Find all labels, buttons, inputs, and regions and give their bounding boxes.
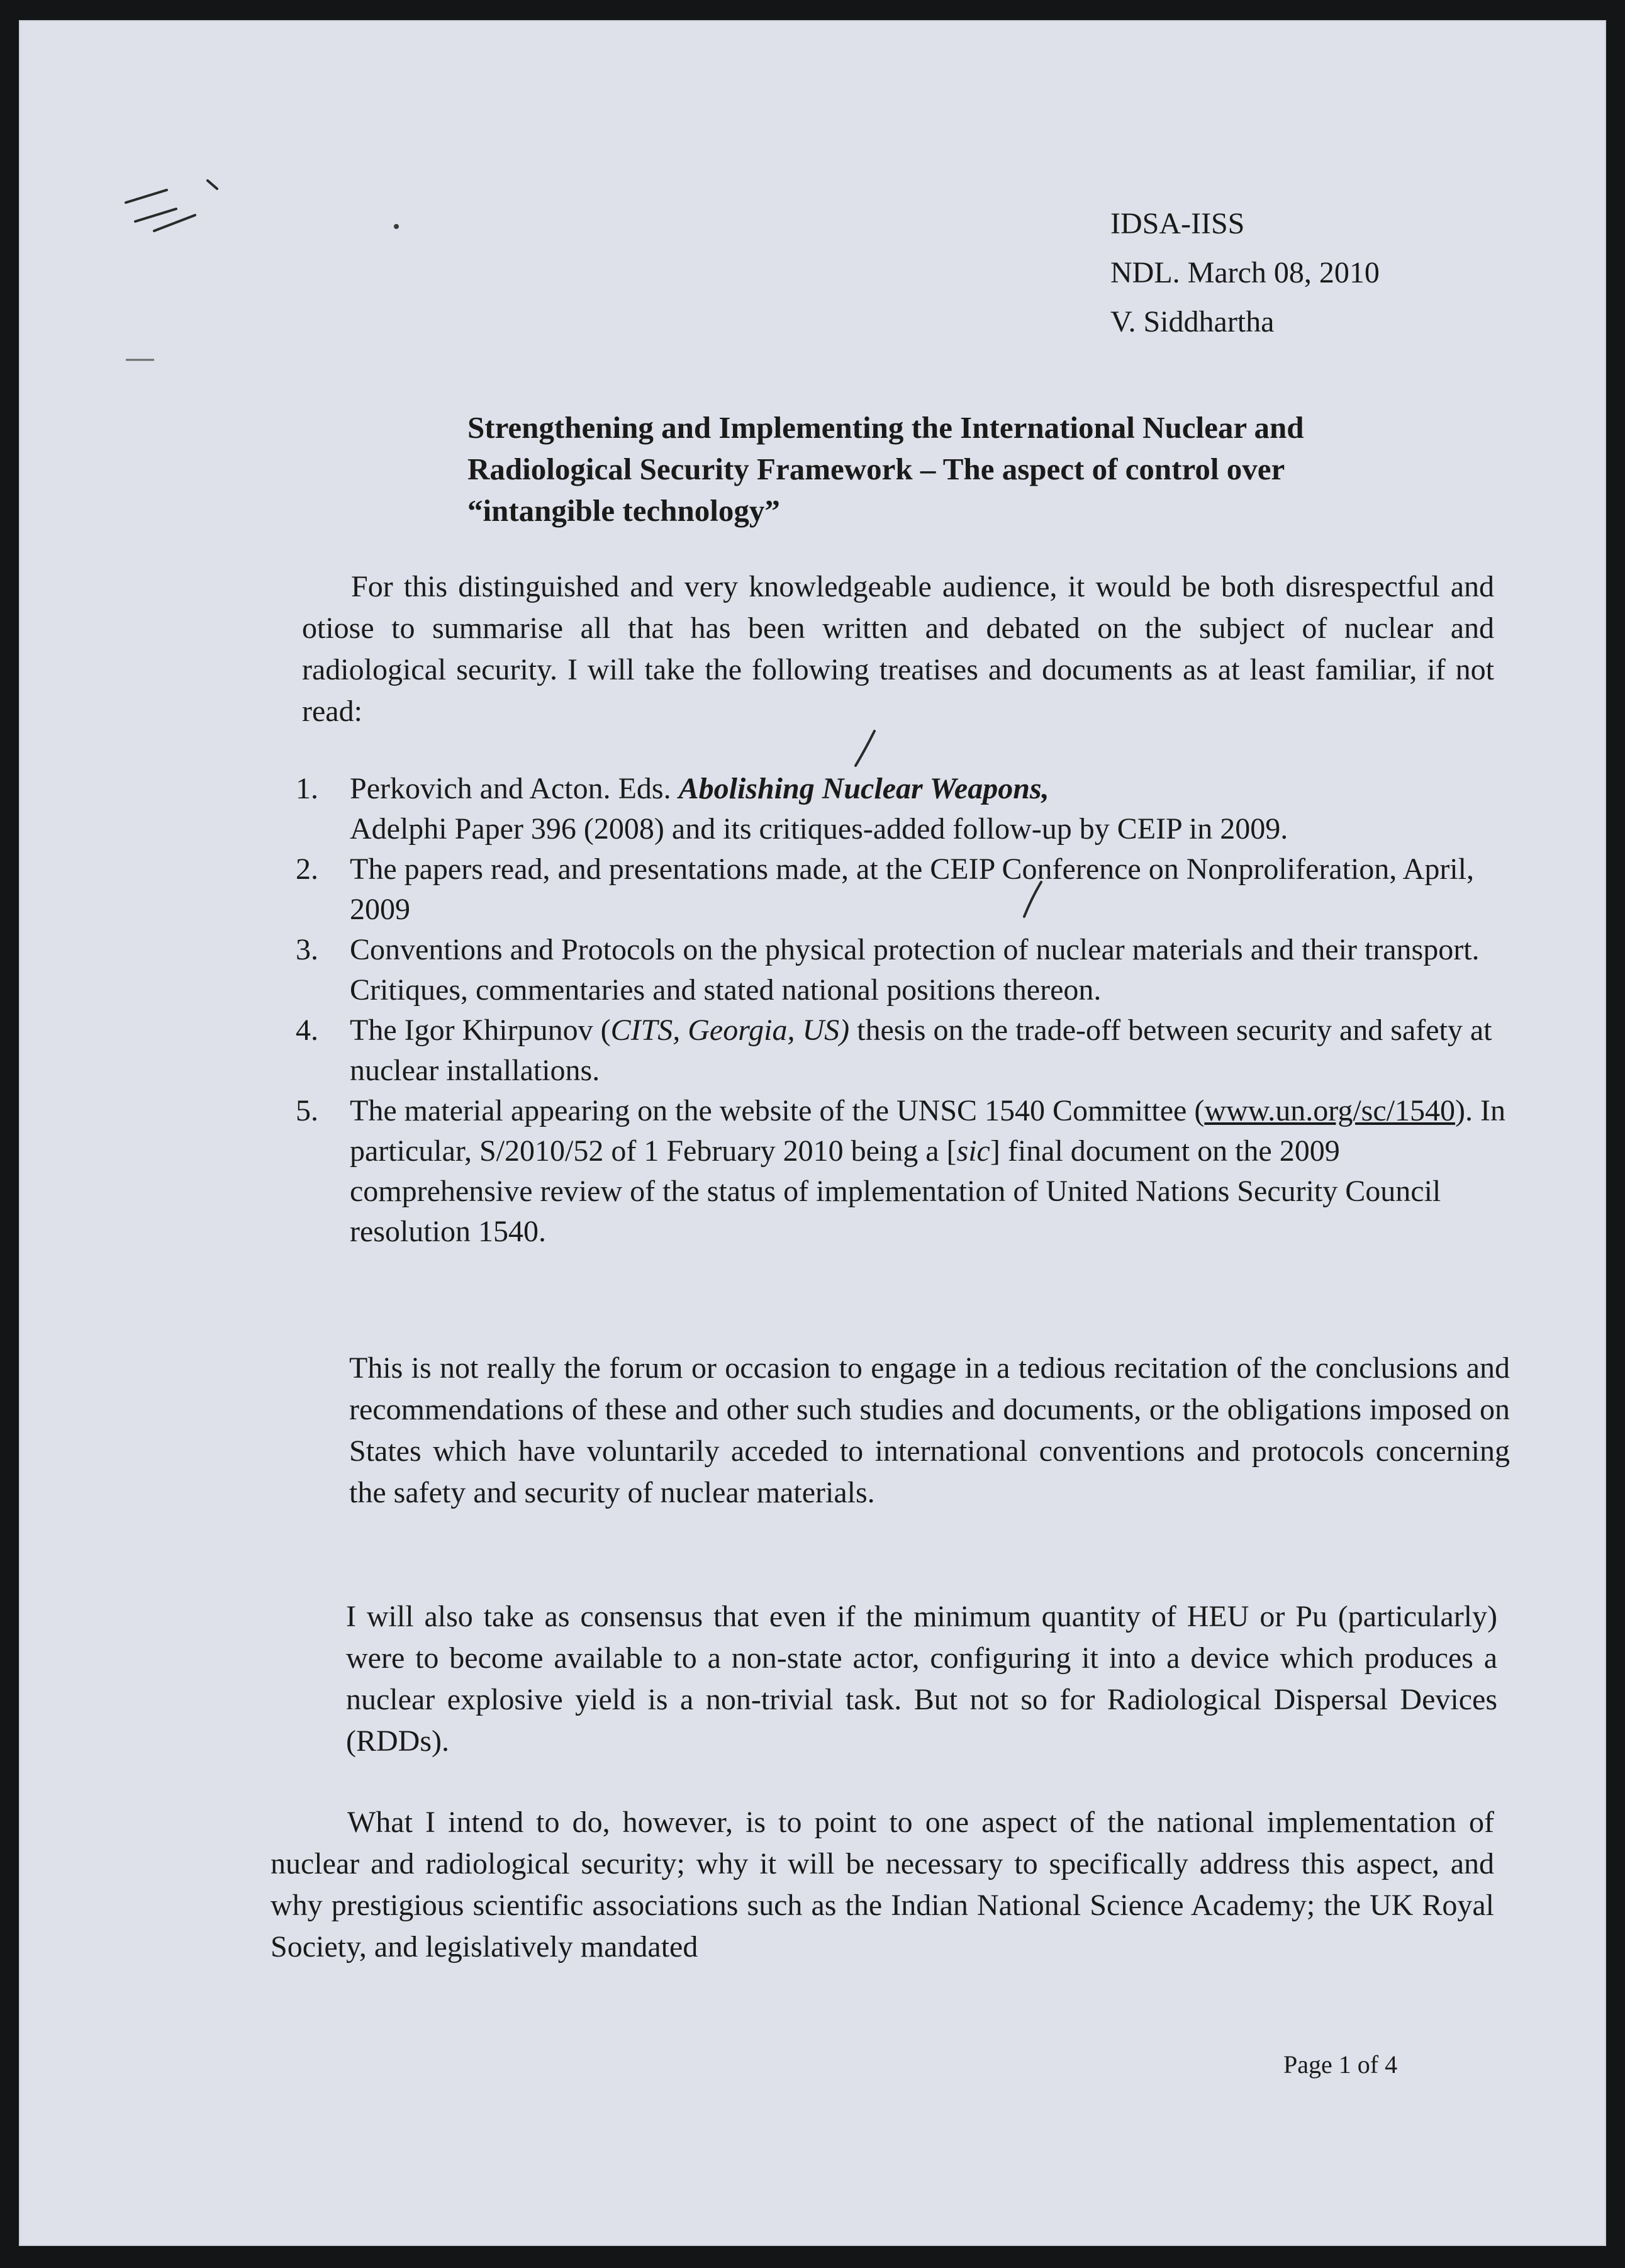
sic-annotation: sic xyxy=(956,1134,990,1168)
reference-affiliation: CITS, Georgia, US) xyxy=(610,1014,850,1047)
page-title xyxy=(467,407,1474,532)
reference-text: Adelphi Paper 396 (2008) and its critiques-added follow-up by CEIP in 2009. xyxy=(350,812,1288,846)
reference-number: 1. xyxy=(296,772,318,805)
pen-slash-mark xyxy=(856,731,874,766)
reference-number: 2. xyxy=(296,852,318,886)
reference-text: ] final document on the 2009 comprehensive review of the status of implementation of United Nations Security Council resolution 1540. xyxy=(350,1134,1441,1248)
header-author: V. Siddhartha xyxy=(1110,305,1275,338)
reference-item xyxy=(296,1010,1516,1091)
reference-text: The material appearing on the website of the UNSC 1540 Committee ( xyxy=(350,1094,1205,1127)
reference-text: Perkovich and Acton. Eds. xyxy=(350,772,679,805)
reference-text: The Igor Khirpunov ( xyxy=(350,1014,611,1047)
header-date: NDL. March 08, 2010 xyxy=(1110,256,1380,289)
reference-item xyxy=(296,849,1516,930)
reference-item xyxy=(296,1091,1516,1252)
document-page xyxy=(19,20,1606,2246)
reference-item xyxy=(296,769,1516,849)
title-line-1: Strengthening and Implementing the International Nuclear and xyxy=(467,410,1304,445)
title-line-2: Radiological Security Framework – The aspect of control over xyxy=(467,452,1285,486)
header-organization: IDSA-IISS xyxy=(1110,207,1245,240)
dot-mark xyxy=(394,224,399,229)
intro-paragraph: For this distinguished and very knowledgeable audience, it would be both disrespectful and otiose to summarise all that has been written and debated on the subject of nuclear and radiological security. I will take the following treatises and documents as at least familiar, if not read: xyxy=(302,570,1494,728)
reference-text: ). In particular, S/2010/52 of 1 February 2010 being a [ xyxy=(350,1094,1505,1168)
page-number: Page 1 of 4 xyxy=(1283,2050,1398,2079)
reference-number: 3. xyxy=(296,933,318,966)
handwritten-mark-top-left xyxy=(126,181,217,231)
reference-number: 4. xyxy=(296,1014,318,1047)
reference-text: thesis on the trade-off between security and safety at nuclear installations. xyxy=(350,1014,1492,1087)
reference-title: Abolishing Nuclear Weapons, xyxy=(678,772,1049,805)
reference-list xyxy=(296,769,1516,1252)
reference-text: Conventions and Protocols on the physical protection of nuclear materials and their transport. Critiques, commentaries and stated national positions thereon. xyxy=(350,933,1480,1007)
reference-item xyxy=(296,930,1516,1010)
forum-paragraph: This is not really the forum or occasion to engage in a tedious recitation of the conclusions and recommendations of these and other such studies and documents, or the obligations imposed on States which have voluntarily acceded to international conventions and protocols concerning the safety and security of nuclear materials. xyxy=(349,1351,1510,1509)
reference-text: The papers read, and presentations made, at the CEIP Conference on Nonproliferation, April, 2009 xyxy=(350,852,1474,926)
author-header xyxy=(1110,199,1380,347)
intent-paragraph: What I intend to do, however, is to point to one aspect of the national implementation of nuclear and radiological security; why it will be necessary to specifically address this aspect, and why prestigious scientific associations such as the Indian National Science Academy; the UK Royal Society, and legislatively mandated xyxy=(271,1806,1494,1964)
consensus-paragraph: I will also take as consensus that even if the minimum quantity of HEU or Pu (particularly) were to become available to a non-state actor, configuring it into a device which produces a nuclear explosive yield is a non-trivial task. But not so for Radiological Dispersal Devices (RDDs). xyxy=(346,1600,1497,1758)
reference-number: 5. xyxy=(296,1094,318,1127)
title-line-3: “intangible technology” xyxy=(467,493,780,528)
unsc-1540-link[interactable]: www.un.org/sc/1540 xyxy=(1204,1094,1455,1127)
